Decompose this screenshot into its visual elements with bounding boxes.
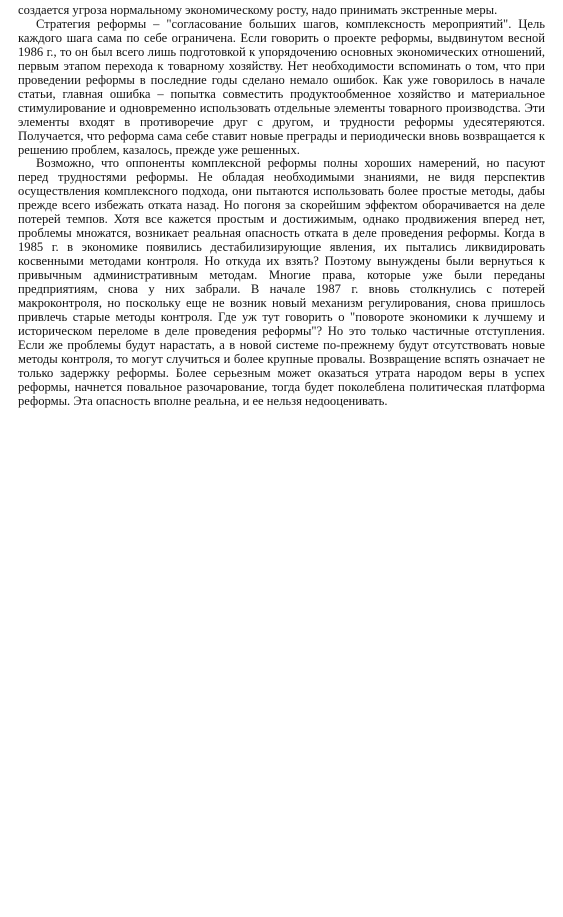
document-page	[18, 4, 545, 409]
paragraph-2: Стратегия реформы – "согласование больших шагов, комплексность мероприятий". Цель каждого шага сама по себе ограничена. Если говорить о проекте реформы, выдвинутом весной 1986 г., то он был всего лишь подготовкой к упорядочению основных экономических отношений, первым этапом перехода к товарному хозяйству. Нет необходимости вспоминать о том, что при проведении реформы в последние годы сделано немало ошибок. Как уже говорилось в начале статьи, главная ошибка – попытка совместить продуктообменное хозяйство и материальное стимулирование и одновременно использовать отдельные элементы товарного производства. Эти элементы входят в противоречие друг с другом, и трудности реформы удесятеряются. Получается, что реформа сама себе ставит новые преграды и периодически вновь возвращается к решению проблем, казалось, прежде уже решенных.	[18, 16, 545, 157]
paragraph-1: создается угроза нормальному экономическому росту, надо принимать экстренные меры.	[18, 3, 498, 17]
paragraph-3: Возможно, что оппоненты комплексной реформы полны хороших намерений, но пасуют перед трудностями реформы. Не обладая необходимыми знаниями, не видя перспектив осуществления комплексного подхода, они пытаются использовать более простые методы, дабы прежде всего избежать отката назад. Но погоня за скорейшим эффектом оборачивается на деле потерей темпов. Хотя все кажется простым и достижимым, однако продвижения вперед нет, проблемы множатся, возникает реальная опасность отката в деле проведения реформы. Когда в 1985 г. в экономике появились дестабилизирующие явления, их пытались ликвидировать косвенными методами контроля. Но откуда их взять? Поэтому вынуждены были вернуться к привычным административным методам. Многие права, которые уже были переданы предприятиям, снова у них забрали. В начале 1987 г. вновь столкнулись с потерей макроконтроля, но поскольку еще не возник новый механизм регулирования, снова пришлось привлечь старые методы контроля. Где уж тут говорить о "повороте экономики к лучшему и историческом переломе в деле проведения реформы"? Но это только частичные отступления. Если же проблемы будут нарастать, а в новой системе по-прежнему будут отсутствовать новые методы контроля, то могут случиться и более крупные провалы. Возвращение вспять означает не только задержку реформы. Более серьезным может оказаться утрата народом веры в успех реформы, начнется повальное разочарование, тогда будет поколеблена политическая платформа реформы. Эта опасность вполне реальна, и ее нельзя недооценивать.	[18, 156, 545, 408]
